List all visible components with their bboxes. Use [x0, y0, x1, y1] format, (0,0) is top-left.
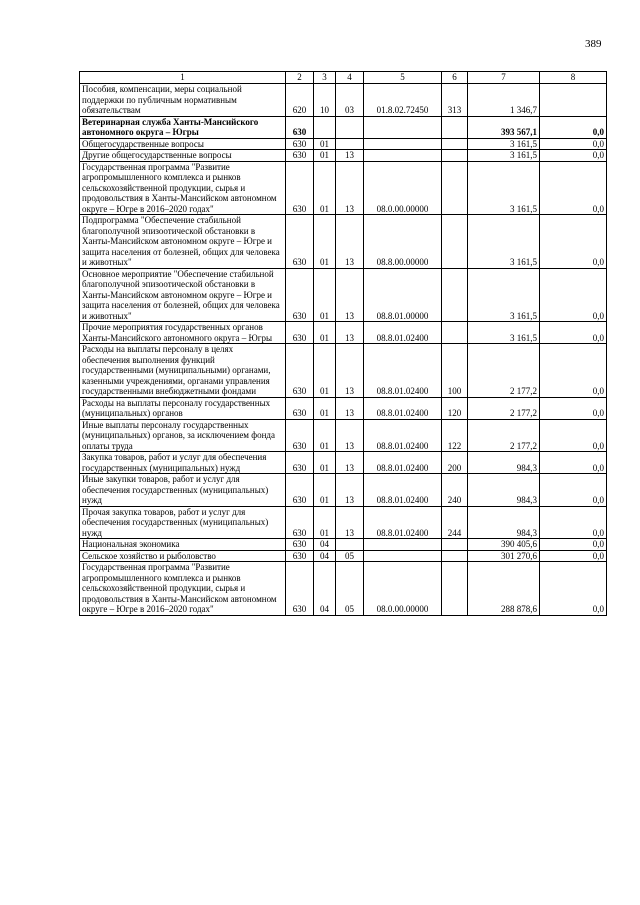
row-section-cell: 01	[314, 215, 336, 269]
row-extra-amount-cell: 0,0	[540, 562, 607, 616]
row-code-cell: 630	[286, 539, 314, 551]
header-cell: 8	[540, 72, 607, 84]
row-section-cell: 04	[314, 539, 336, 551]
row-section-cell: 01	[314, 268, 336, 322]
row-expense-type-cell: 313	[442, 84, 468, 117]
row-code-cell: 630	[286, 397, 314, 419]
row-target-article-cell: 08.8.00.00000	[364, 215, 442, 269]
row-name-cell: Прочая закупка товаров, работ и услуг для обеспечения государственных (муниципальных) нужд	[80, 506, 286, 539]
row-subsection-cell: 13	[336, 419, 364, 452]
row-expense-type-cell: 100	[442, 344, 468, 398]
row-expense-type-cell	[442, 550, 468, 562]
row-name-cell: Национальная экономика	[80, 539, 286, 551]
row-target-article-cell: 08.8.01.02400	[364, 506, 442, 539]
row-expense-type-cell	[442, 539, 468, 551]
header-cell: 2	[286, 72, 314, 84]
row-extra-amount-cell: 0,0	[540, 452, 607, 474]
header-cell: 7	[468, 72, 540, 84]
row-code-cell: 630	[286, 550, 314, 562]
row-section-cell: 01	[314, 161, 336, 215]
row-section-cell: 04	[314, 562, 336, 616]
row-section-cell: 01	[314, 474, 336, 507]
table-row	[80, 562, 607, 616]
row-name-cell: Иные выплаты персоналу государственных (муниципальных) органов, за исключением фонда оплаты труда	[80, 419, 286, 452]
row-section-cell: 01	[314, 150, 336, 162]
row-amount-cell: 3 161,5	[468, 268, 540, 322]
row-name-cell: Пособия, компенсации, меры социальной поддержки по публичным нормативным обязательствам	[80, 84, 286, 117]
row-code-cell: 630	[286, 150, 314, 162]
table-row	[80, 150, 607, 162]
row-expense-type-cell	[442, 268, 468, 322]
table-row	[80, 539, 607, 551]
row-name-cell: Сельское хозяйство и рыболовство	[80, 550, 286, 562]
row-subsection-cell	[336, 138, 364, 150]
row-name-cell: Государственная программа "Развитие агропромышленного комплекса и рынков сельскохозяйственной продукции, сырья и продовольствия в Ханты-Мансийском автономном округе – Югре в 2016–2020 годах"	[80, 562, 286, 616]
row-extra-amount-cell: 0,0	[540, 322, 607, 344]
row-target-article-cell: 08.0.00.00000	[364, 161, 442, 215]
row-target-article-cell: 08.8.01.02400	[364, 452, 442, 474]
row-expense-type-cell: 120	[442, 397, 468, 419]
row-expense-type-cell	[442, 215, 468, 269]
row-subsection-cell	[336, 539, 364, 551]
row-code-cell: 630	[286, 138, 314, 150]
row-code-cell: 630	[286, 116, 314, 138]
row-target-article-cell: 08.8.01.02400	[364, 419, 442, 452]
row-subsection-cell: 13	[336, 452, 364, 474]
row-amount-cell: 3 161,5	[468, 161, 540, 215]
row-section-cell	[314, 116, 336, 138]
row-amount-cell: 390 405,6	[468, 539, 540, 551]
row-expense-type-cell	[442, 150, 468, 162]
row-expense-type-cell	[442, 116, 468, 138]
row-extra-amount-cell: 0,0	[540, 138, 607, 150]
row-subsection-cell: 13	[336, 322, 364, 344]
row-subsection-cell	[336, 116, 364, 138]
row-target-article-cell	[364, 138, 442, 150]
row-target-article-cell: 08.8.01.02400	[364, 474, 442, 507]
row-section-cell: 01	[314, 419, 336, 452]
row-target-article-cell: 08.8.01.02400	[364, 344, 442, 398]
header-cell: 5	[364, 72, 442, 84]
row-extra-amount-cell: 0,0	[540, 419, 607, 452]
row-section-cell: 01	[314, 397, 336, 419]
row-extra-amount-cell: 0,0	[540, 215, 607, 269]
row-amount-cell: 3 161,5	[468, 322, 540, 344]
header-cell: 6	[442, 72, 468, 84]
row-amount-cell: 393 567,1	[468, 116, 540, 138]
table-row	[80, 138, 607, 150]
row-name-cell: Основное мероприятие "Обеспечение стабильной благополучной эпизоотической обстановки в Ханты-Мансийском автономном округе – Югре и защита населения от болезней, общих для человека и животных"	[80, 268, 286, 322]
row-expense-type-cell	[442, 138, 468, 150]
header-cell: 1	[80, 72, 286, 84]
row-subsection-cell: 13	[336, 215, 364, 269]
row-subsection-cell: 13	[336, 268, 364, 322]
row-target-article-cell: 08.0.00.00000	[364, 562, 442, 616]
table-row	[80, 397, 607, 419]
row-extra-amount-cell: 0,0	[540, 550, 607, 562]
row-expense-type-cell	[442, 161, 468, 215]
row-amount-cell: 301 270,6	[468, 550, 540, 562]
row-code-cell: 630	[286, 322, 314, 344]
row-section-cell: 01	[314, 506, 336, 539]
row-code-cell: 620	[286, 84, 314, 117]
table-row	[80, 506, 607, 539]
budget-table	[79, 71, 607, 616]
row-amount-cell: 3 161,5	[468, 138, 540, 150]
table-body	[80, 72, 607, 616]
row-name-cell: Прочие мероприятия государственных органов Ханты-Мансийского автономного округа – Югры	[80, 322, 286, 344]
row-extra-amount-cell	[540, 84, 607, 117]
row-target-article-cell	[364, 539, 442, 551]
row-extra-amount-cell: 0,0	[540, 344, 607, 398]
table-row	[80, 344, 607, 398]
row-target-article-cell	[364, 116, 442, 138]
row-subsection-cell: 03	[336, 84, 364, 117]
row-target-article-cell: 08.8.01.02400	[364, 322, 442, 344]
row-subsection-cell: 05	[336, 550, 364, 562]
row-name-cell: Государственная программа "Развитие агропромышленного комплекса и рынков сельскохозяйственной продукции, сырья и продовольствия в Ханты-Мансийском автономном округе – Югре в 2016–2020 годах"	[80, 161, 286, 215]
row-expense-type-cell	[442, 322, 468, 344]
row-expense-type-cell	[442, 562, 468, 616]
row-extra-amount-cell: 0,0	[540, 397, 607, 419]
row-target-article-cell: 01.8.02.72450	[364, 84, 442, 117]
table-row	[80, 215, 607, 269]
row-amount-cell: 2 177,2	[468, 419, 540, 452]
row-subsection-cell: 13	[336, 506, 364, 539]
table-row	[80, 550, 607, 562]
row-code-cell: 630	[286, 419, 314, 452]
row-code-cell: 630	[286, 215, 314, 269]
row-expense-type-cell: 122	[442, 419, 468, 452]
row-amount-cell: 984,3	[468, 452, 540, 474]
row-name-cell: Общегосударственные вопросы	[80, 138, 286, 150]
table-header-row	[80, 72, 607, 84]
row-name-cell: Подпрограмма "Обеспечение стабильной благополучной эпизоотической обстановки в Ханты-Мансийском автономном округе – Югре и защита населения от болезней, общих для человека и животных"	[80, 215, 286, 269]
table-row	[80, 268, 607, 322]
table-row	[80, 322, 607, 344]
row-subsection-cell: 13	[336, 344, 364, 398]
row-target-article-cell: 08.8.01.02400	[364, 397, 442, 419]
table-row	[80, 161, 607, 215]
row-section-cell: 10	[314, 84, 336, 117]
row-extra-amount-cell: 0,0	[540, 150, 607, 162]
row-name-cell: Расходы на выплаты персоналу государственных (муниципальных) органов	[80, 397, 286, 419]
row-target-article-cell	[364, 550, 442, 562]
row-subsection-cell: 13	[336, 474, 364, 507]
row-amount-cell: 1 346,7	[468, 84, 540, 117]
row-expense-type-cell: 244	[442, 506, 468, 539]
row-code-cell: 630	[286, 474, 314, 507]
row-code-cell: 630	[286, 506, 314, 539]
row-expense-type-cell: 240	[442, 474, 468, 507]
row-section-cell: 01	[314, 344, 336, 398]
row-code-cell: 630	[286, 268, 314, 322]
row-amount-cell: 984,3	[468, 506, 540, 539]
row-amount-cell: 3 161,5	[468, 150, 540, 162]
header-cell: 3	[314, 72, 336, 84]
row-amount-cell: 2 177,2	[468, 397, 540, 419]
row-subsection-cell: 13	[336, 150, 364, 162]
row-subsection-cell: 13	[336, 161, 364, 215]
page-number: 389	[585, 38, 602, 50]
row-section-cell: 01	[314, 138, 336, 150]
row-extra-amount-cell: 0,0	[540, 116, 607, 138]
row-section-cell: 01	[314, 452, 336, 474]
row-expense-type-cell: 200	[442, 452, 468, 474]
row-code-cell: 630	[286, 161, 314, 215]
row-section-cell: 01	[314, 322, 336, 344]
table-row	[80, 474, 607, 507]
row-amount-cell: 2 177,2	[468, 344, 540, 398]
row-code-cell: 630	[286, 344, 314, 398]
row-amount-cell: 3 161,5	[468, 215, 540, 269]
row-extra-amount-cell: 0,0	[540, 506, 607, 539]
row-target-article-cell	[364, 150, 442, 162]
table-row	[80, 419, 607, 452]
row-name-cell: Ветеринарная служба Ханты-Мансийского автономного округа – Югры	[80, 116, 286, 138]
row-name-cell: Закупка товаров, работ и услуг для обеспечения государственных (муниципальных) нужд	[80, 452, 286, 474]
table-row	[80, 452, 607, 474]
row-code-cell: 630	[286, 452, 314, 474]
row-extra-amount-cell: 0,0	[540, 268, 607, 322]
row-name-cell: Иные закупки товаров, работ и услуг для обеспечения государственных (муниципальных) нужд	[80, 474, 286, 507]
header-cell: 4	[336, 72, 364, 84]
row-extra-amount-cell: 0,0	[540, 161, 607, 215]
row-extra-amount-cell: 0,0	[540, 539, 607, 551]
row-code-cell: 630	[286, 562, 314, 616]
row-amount-cell: 288 878,6	[468, 562, 540, 616]
table-row	[80, 116, 607, 138]
row-extra-amount-cell: 0,0	[540, 474, 607, 507]
row-section-cell: 04	[314, 550, 336, 562]
row-target-article-cell: 08.8.01.00000	[364, 268, 442, 322]
table-row	[80, 84, 607, 117]
row-name-cell: Расходы на выплаты персоналу в целях обеспечения выполнения функций государственными (муниципальными) органами, казенными учреждениями, органами управления государственными внебюджетными фондами	[80, 344, 286, 398]
row-subsection-cell: 05	[336, 562, 364, 616]
row-name-cell: Другие общегосударственные вопросы	[80, 150, 286, 162]
row-amount-cell: 984,3	[468, 474, 540, 507]
row-subsection-cell: 13	[336, 397, 364, 419]
